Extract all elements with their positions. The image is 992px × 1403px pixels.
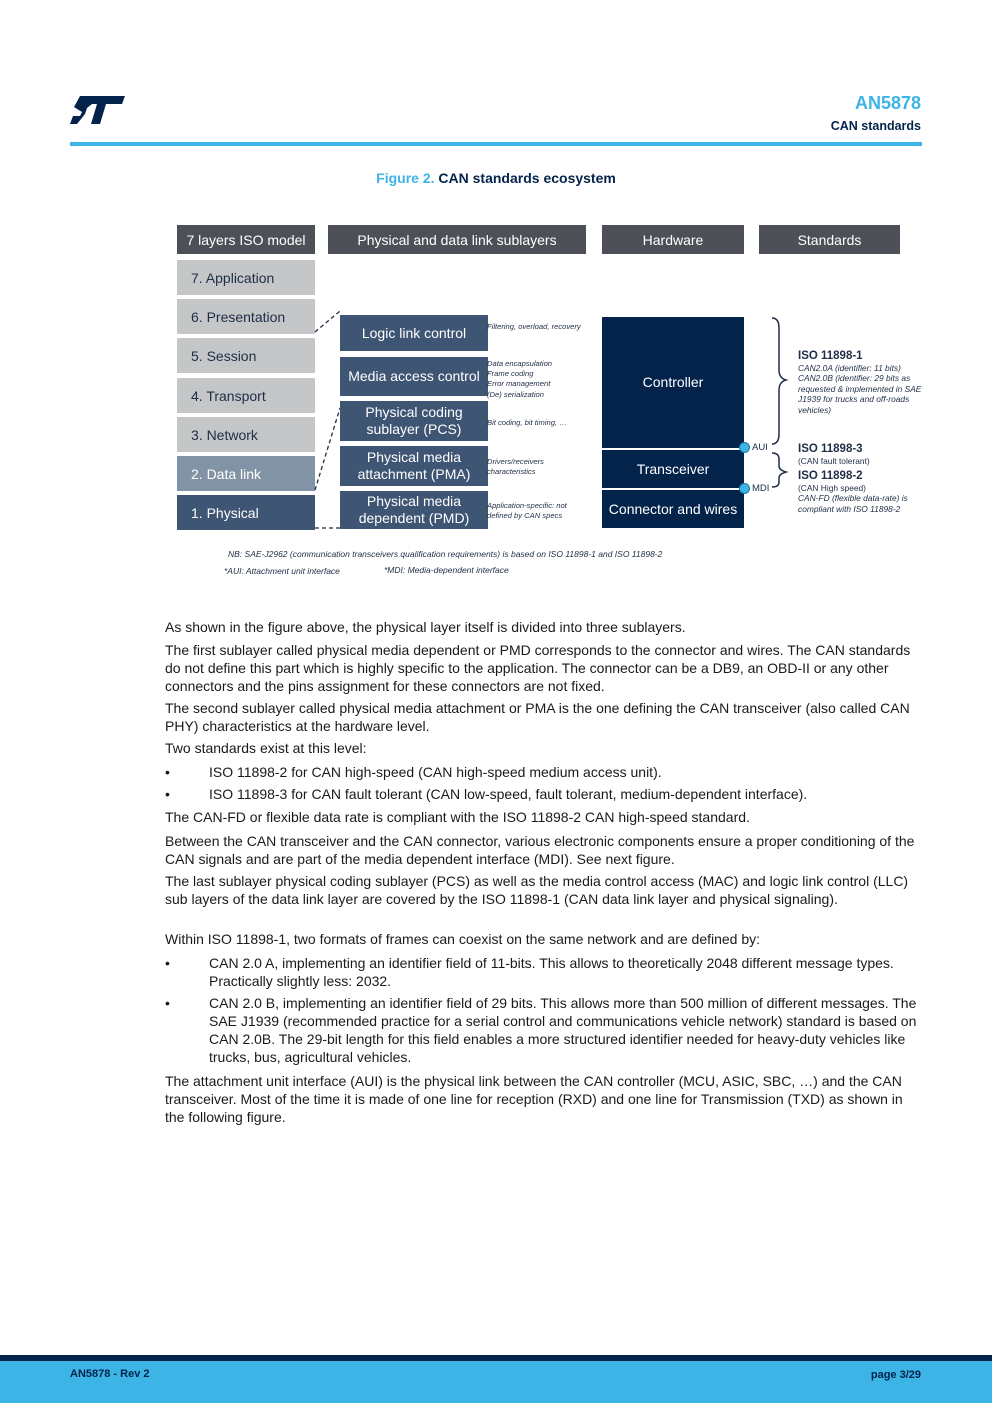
can20a-name: CAN2.0A (798, 363, 833, 373)
standard-iso-11898-3-note: (CAN fault tolerant) (798, 456, 870, 466)
iso-layer-network: 3. Network (177, 417, 315, 452)
hardware-transceiver: Transceiver (602, 450, 744, 488)
can20b-note: (identifier: 29 bits as requested & implemented in SAE J1939 for trucks and off-roads vehicles) (798, 373, 922, 415)
note-pcs: Bit coding, bit timing, … (487, 418, 567, 427)
list-item: CAN 2.0 A, implementing an identifier field of 11-bits. This allows to theoretically 2048 different message types. Practically slightly less: 2032. (209, 955, 894, 989)
sublayer-pcs: Physical coding sublayer (PCS) (340, 401, 488, 441)
sublayer-llc: Logic link control (340, 315, 488, 351)
paragraph-8: Within ISO 11898-1, two formats of frames can coexist on the same network and are defined by: (165, 931, 761, 947)
figure-caption (0, 170, 992, 186)
footnote-nb: NB: SAE-J2962 (communication transceivers qualification requirements) is based on ISO 11898-1 and ISO 11898-2 (228, 549, 663, 559)
note-pma: Drivers/receivers characteristics (487, 457, 544, 477)
iso-layer-session: 5. Session (177, 338, 315, 373)
can20b-name: CAN2.0B (798, 373, 833, 384)
column-header-sublayers: Physical and data link sublayers (328, 225, 586, 254)
paragraph-7: The last sublayer physical coding sublayer (PCS) as well as the media control access (MAC) and logic link control (LLC) sub layers of the data link layer are covered by the ISO 11898-1 (CAN data link layer and physical signaling). (165, 873, 909, 907)
bullet-marker: • (165, 764, 170, 780)
document-id: AN5878 (854, 93, 921, 113)
column-header-standards: Standards (759, 225, 900, 254)
standards-braces (768, 316, 790, 528)
iso-layer-presentation: 6. Presentation (177, 299, 315, 334)
iso-layer-physical: 1. Physical (177, 495, 315, 530)
iso-layer-data-link: 2. Data link (177, 456, 315, 491)
column-header-hardware: Hardware (602, 225, 744, 254)
bullet-marker: • (165, 786, 170, 802)
aui-label: AUI (752, 442, 768, 453)
standard-iso-11898-2-note: (CAN High speed) (798, 483, 866, 493)
paragraph-9: The attachment unit interface (AUI) is the physical link between the CAN controller (MCU, ASIC, SBC, …) and the CAN transceiver. Most of the time it is made of one line for reception (RXD) and one line for Transmission (TXD) as shown in the following figure. (165, 1073, 903, 1125)
sublayer-pmd: Physical media dependent (PMD) (340, 491, 488, 529)
iso-layer-transport: 4. Transport (177, 378, 315, 413)
header-rule (70, 142, 922, 146)
list-item: ISO 11898-3 for CAN fault tolerant (CAN low-speed, fault tolerant, medium-dependent interface). (209, 786, 808, 802)
footer-revision: AN5878 - Rev 2 (70, 1368, 150, 1380)
paragraph-4: Two standards exist at this level: (165, 740, 367, 756)
st-logo (70, 95, 126, 125)
bullet-marker: • (165, 955, 170, 971)
footnote-mdi: *MDI: Media-dependent interface (384, 565, 509, 575)
paragraph-5: The CAN-FD or flexible data rate is compliant with the ISO 11898-2 CAN high-speed standard. (165, 809, 750, 825)
mdi-label: MDI (752, 483, 770, 494)
figure-number: Figure 2. (376, 170, 435, 186)
standard-iso-11898-2-title: ISO 11898-2 (798, 470, 863, 482)
iso-layer-application: 7. Application (177, 260, 315, 295)
footnote-aui: *AUI: Attachment unit interface (224, 566, 340, 576)
list-item: CAN 2.0 B, implementing an identifier field of 29 bits. This allows more than 500 million of different messages. The SAE J1939 (recommended practice for a serial control and communications vehicle network) standard is based on CAN 2.0B. The 29-bit length for this field enables a more structured identifier needed for heavy-duty vehicles like trucks, bus, agricultural vehicles. (209, 995, 917, 1065)
paragraph-3: The second sublayer called physical media attachment or PMA is the one defining the CAN transceiver (also called CAN PHY) characteristics at the hardware level. (165, 700, 910, 734)
footer-page-number: page 3/29 (870, 1369, 921, 1381)
note-pmd: Application-specific: not defined by CAN specs (487, 501, 567, 521)
list-item: ISO 11898-2 for CAN high-speed (CAN high-speed medium access unit). (209, 764, 662, 780)
standard-iso-11898-1 (798, 349, 928, 415)
sublayer-pma: Physical media attachment (PMA) (340, 446, 488, 486)
standard-iso-11898-3 (798, 442, 928, 466)
standard-iso-11898-1-title: ISO 11898-1 (798, 350, 863, 362)
section-title: CAN standards (830, 119, 921, 133)
note-mac: Data encapsulation Frame coding Error management (De) serialization (487, 359, 553, 399)
note-llc: Filtering, overload, recovery (487, 322, 581, 331)
hardware-connector: Connector and wires (602, 490, 744, 528)
bullet-marker: • (165, 995, 170, 1011)
sublayer-mac: Media access control (340, 357, 488, 396)
mdi-dot-icon (739, 483, 750, 494)
paragraph-1: As shown in the figure above, the physical layer itself is divided into three sublayers. (165, 619, 686, 635)
hardware-controller: Controller (602, 317, 744, 448)
paragraph-2: The first sublayer called physical media dependent or PMD corresponds to the connector and wires. The CAN standards do not define this part which is highly specific to the application. The connector can be a DB9, an OBD-II or any other connectors and the pins assignment for these connectors are not fixed. (165, 642, 911, 694)
figure-title: CAN standards ecosystem (438, 170, 616, 186)
aui-dot-icon (739, 442, 750, 453)
column-header-iso-model: 7 layers ISO model (177, 225, 315, 254)
standard-iso-11898-2-fd-note: CAN-FD (flexible data-rate) is compliant with ISO 11898-2 (798, 493, 908, 514)
can20a-note: (identifier: 11 bits) (834, 363, 901, 373)
standard-iso-11898-3-title: ISO 11898-3 (798, 443, 863, 455)
standard-iso-11898-2 (798, 469, 928, 514)
paragraph-6: Between the CAN transceiver and the CAN connector, various electronic components ensure a proper conditioning of the CAN signals and are part of the media dependent interface (MDI). See next figure. (165, 833, 915, 867)
